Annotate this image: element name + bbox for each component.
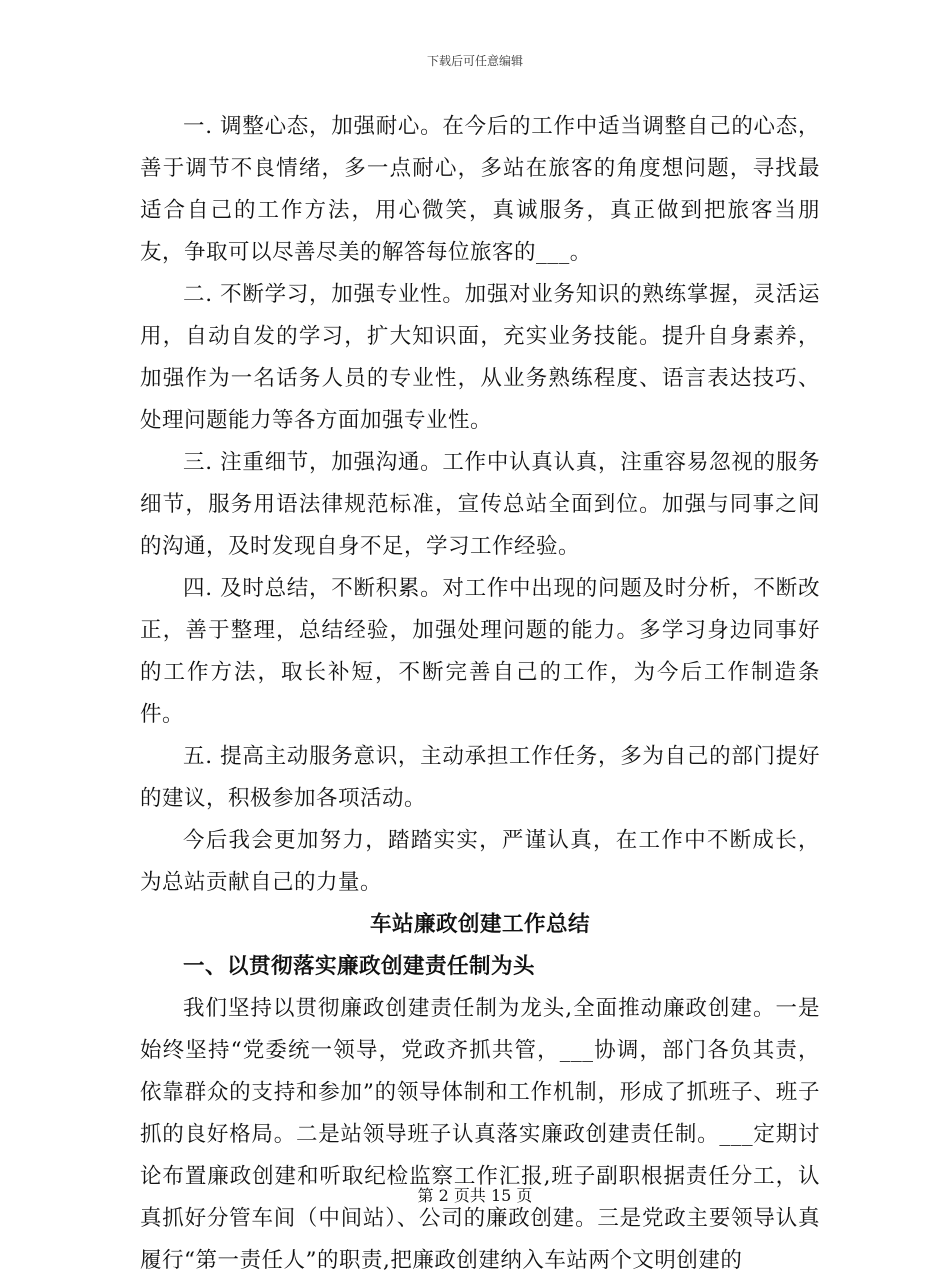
paragraph-proactive-service: 五. 提高主动服务意识，主动承担工作任务，多为自己的部门提好的建议，积极参加各项活动。: [140, 744, 820, 811]
paragraph-adjust-mindset: 一. 调整心态，加强耐心。在今后的工作中适当调整自己的心态，善于调节不良情绪，多一点耐心，多站在旅客的角度想问题，寻找最适合自己的工作方法，用心微笑，真诚服务，真正做到把旅客当朋友，争取可以尽善尽美的解答每位旅客的___。: [140, 114, 820, 265]
document-body: [140, 106, 820, 1282]
section-paragraph: 我们坚持以贯彻廉政创建责任制为龙头,全面推动廉政创建。一是始终坚持“党委统一领导，党政齐抓共管，___协调，部门各负其责，依靠群众的支持和参加”的领导体制和工作机制，形成了抓班子、班子抓的良好格局。二是站领导班子认真落实廉政创建责任制。___定期讨论布置廉政创建和听取纪检监察工作汇报,班子副职根据责任分工，认真抓好分管车间（中间站）、公司的廉政创建。三是党政主要领导认真履行“第一责任人”的职责,把廉政创建纳入车站两个文明创建的: [140, 996, 820, 1273]
document-title: 车站廉政创建工作总结: [369, 912, 590, 937]
page-header: 下载后可任意编辑: [426, 54, 523, 68]
page-footer: 第 2 页共 15 页: [417, 1186, 533, 1205]
paragraph-timely-summary: 四. 及时总结，不断积累。对工作中出现的问题及时分析，不断改正，善于整理，总结经验，加强处理问题的能力。多学习身边同事好的工作方法，取长补短，不断完善自己的工作，为今后工作制造条件。: [140, 576, 820, 727]
paragraph-attention-to-detail: 三. 注重细节，加强沟通。工作中认真认真，注重容易忽视的服务细节，服务用语法律规范标准，宣传总站全面到位。加强与同事之间的沟通，及时发现自身不足，学习工作经验。: [140, 450, 820, 559]
paragraph-keep-learning: 二. 不断学习，加强专业性。加强对业务知识的熟练掌握，灵活运用，自动自发的学习，扩大知识面，充实业务技能。提升自身素养，加强作为一名话务人员的专业性，从业务熟练程度、语言表达技巧、处理问题能力等各方面加强专业性。: [140, 282, 820, 433]
section-heading: 一、以贯彻落实廉政创建责任制为头: [183, 954, 536, 979]
paragraph-closing: 今后我会更加努力，踏踏实实，严谨认真，在工作中不断成长，为总站贡献自己的力量。: [140, 828, 820, 895]
